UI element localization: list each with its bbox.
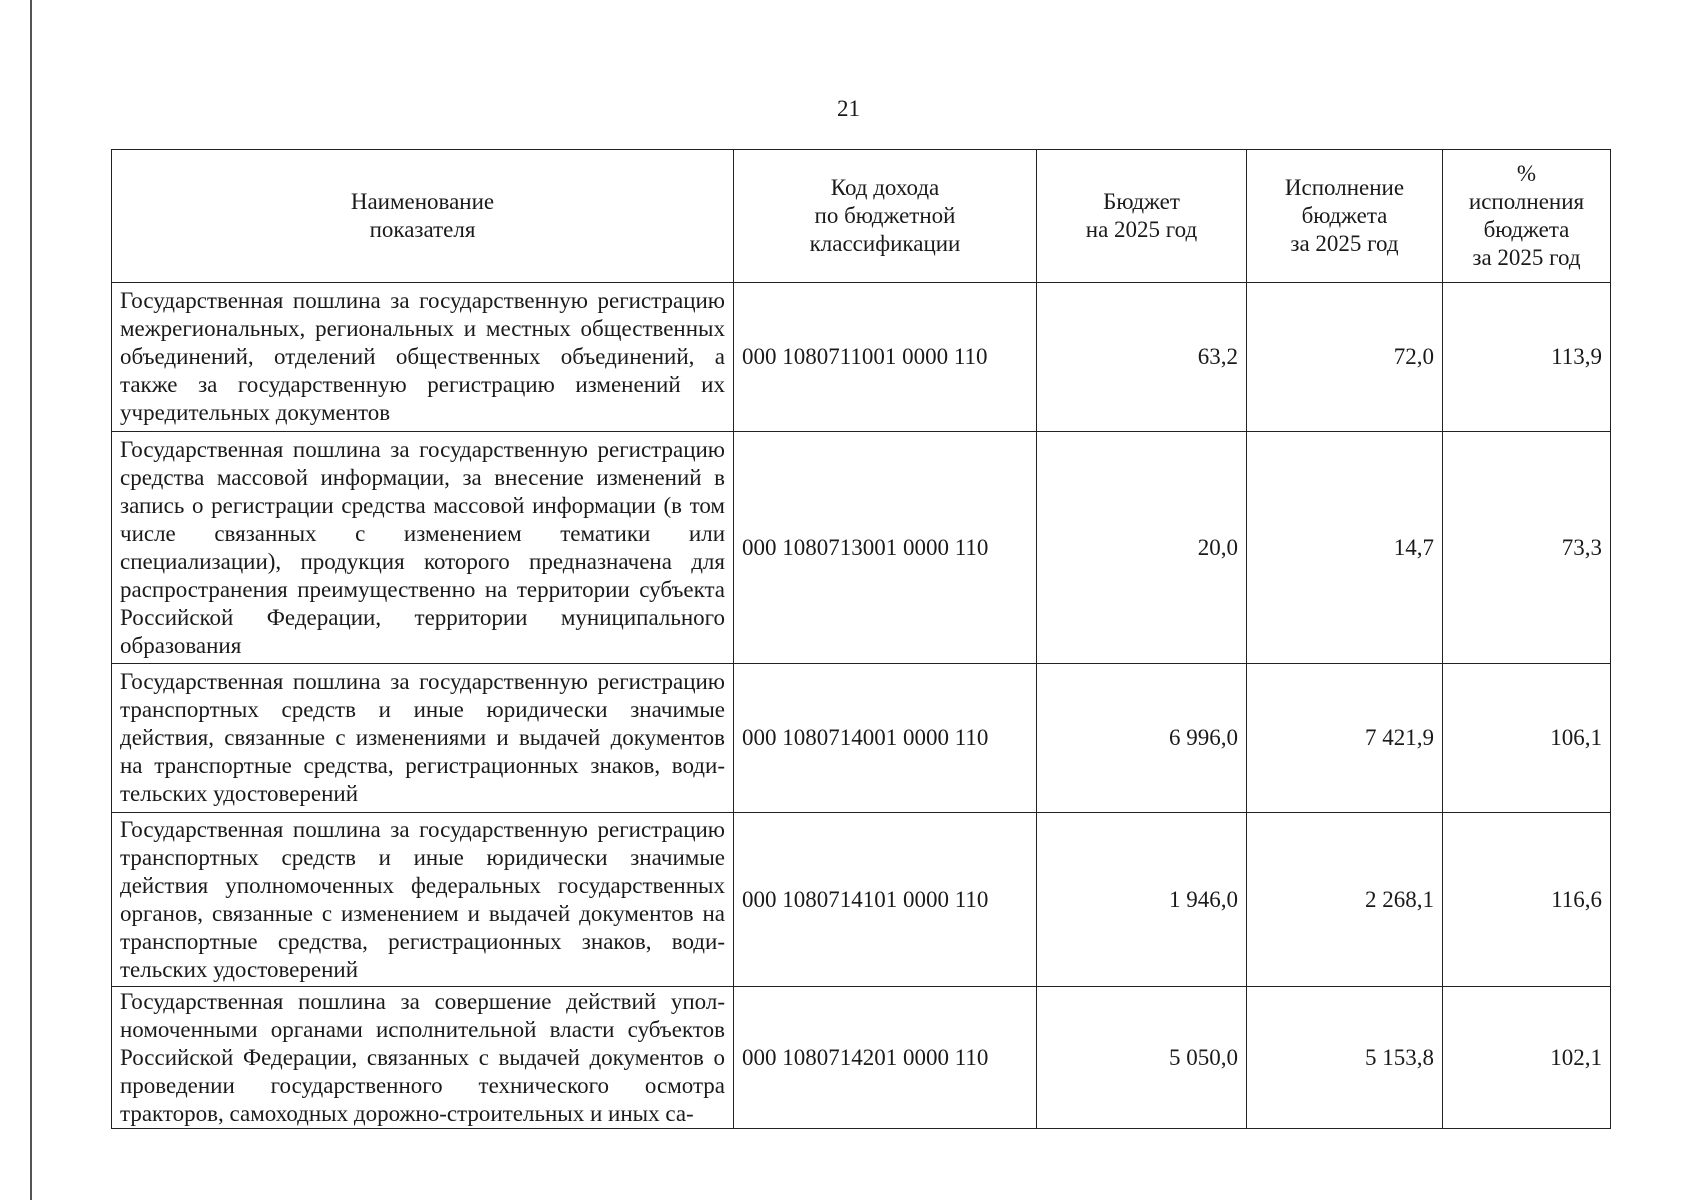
- row-percent-cell: 73,3: [1443, 432, 1611, 664]
- header-budget: [1037, 150, 1247, 283]
- table-row: [112, 283, 1611, 432]
- table-row: [112, 813, 1611, 987]
- table-row: [112, 987, 1611, 1129]
- row-budget-cell: 63,2: [1037, 283, 1247, 432]
- header-percent-line: %: [1516, 161, 1537, 186]
- header-name-line: Наименование: [350, 189, 495, 214]
- row-name-cell: Государственная пошлина за государственную регистрацию межрегиональных, региональных и местных общественных объединений, отделений общественных объединений, а также за государственную регистрацию изменений их учредительных документов: [112, 283, 734, 432]
- row-code-cell: 000 1080713001 0000 110: [734, 432, 1037, 664]
- binding-margin-line: [30, 0, 32, 1200]
- table-header-row: [112, 150, 1611, 283]
- row-budget-cell: 20,0: [1037, 432, 1247, 664]
- row-budget-cell: 6 996,0: [1037, 664, 1247, 813]
- page-number: 21: [837, 96, 860, 121]
- header-execution: [1247, 150, 1443, 283]
- row-execution-cell: 5 153,8: [1247, 987, 1443, 1129]
- row-name-cell: Государственная пошлина за совершение действий уполномоченными органами исполнительной власти субъектов Российской Федерации, связанных с выдачей документов о проведении государственного технического осмотра тракторов, самоходных дорожно-строительных и иных са-: [112, 987, 734, 1129]
- row-execution-cell: 7 421,9: [1247, 664, 1443, 813]
- header-name: [112, 150, 734, 283]
- header-percent-line: бюджета: [1483, 217, 1570, 242]
- header-execution-line: за 2025 год: [1290, 231, 1399, 256]
- budget-execution-table: [111, 149, 1611, 1129]
- row-execution-cell: 72,0: [1247, 283, 1443, 432]
- row-budget-cell: 1 946,0: [1037, 813, 1247, 987]
- row-execution-cell: 14,7: [1247, 432, 1443, 664]
- table-row: [112, 432, 1611, 664]
- row-name-cell: Государственная пошлина за государственную регистрацию средства массовой информации, за внесение изменений в запись о регистрации средства массовой информации (в том числе связанных с изменением тематики или специализации), продукция которого предназначена для распространения преимущественно на территории субъекта Российской Федерации, территории муниципального образования: [112, 432, 734, 664]
- row-name-cell: Государственная пошлина за государственную регистрацию транспортных средств и иные юридически значимые действия, связанные с изменениями и выдачей документов на транспортные средства, регистрационных знаков, водительских удостоверений: [112, 664, 734, 813]
- row-percent-cell: 106,1: [1443, 664, 1611, 813]
- row-name-cell: Государственная пошлина за государственную регистрацию транспортных средств и иные юридически значимые действия уполномоченных федеральных государственных органов, связанные с изменением и выдачей документов на транспортные средства, регистрационных знаков, водительских удостоверений: [112, 813, 734, 987]
- header-percent: [1443, 150, 1611, 283]
- header-budget-line: на 2025 год: [1085, 217, 1198, 242]
- header-code-line: классификации: [809, 231, 961, 256]
- header-name-line: показателя: [369, 217, 476, 242]
- header-code-line: Код дохода: [830, 175, 940, 200]
- row-percent-cell: 113,9: [1443, 283, 1611, 432]
- header-execution-line: Исполнение: [1284, 175, 1405, 200]
- row-code-cell: 000 1080714001 0000 110: [734, 664, 1037, 813]
- row-budget-cell: 5 050,0: [1037, 987, 1247, 1129]
- header-percent-line: исполнения: [1468, 189, 1585, 214]
- row-percent-cell: 116,6: [1443, 813, 1611, 987]
- header-percent-line: за 2025 год: [1472, 245, 1581, 270]
- row-code-cell: 000 1080714201 0000 110: [734, 987, 1037, 1129]
- table-row: [112, 664, 1611, 813]
- header-code-line: по бюджетной: [814, 203, 956, 228]
- row-execution-cell: 2 268,1: [1247, 813, 1443, 987]
- header-budget-line: Бюджет: [1103, 189, 1180, 214]
- row-code-cell: 000 1080711001 0000 110: [734, 283, 1037, 432]
- header-code: [734, 150, 1037, 283]
- header-execution-line: бюджета: [1301, 203, 1388, 228]
- row-percent-cell: 102,1: [1443, 987, 1611, 1129]
- row-code-cell: 000 1080714101 0000 110: [734, 813, 1037, 987]
